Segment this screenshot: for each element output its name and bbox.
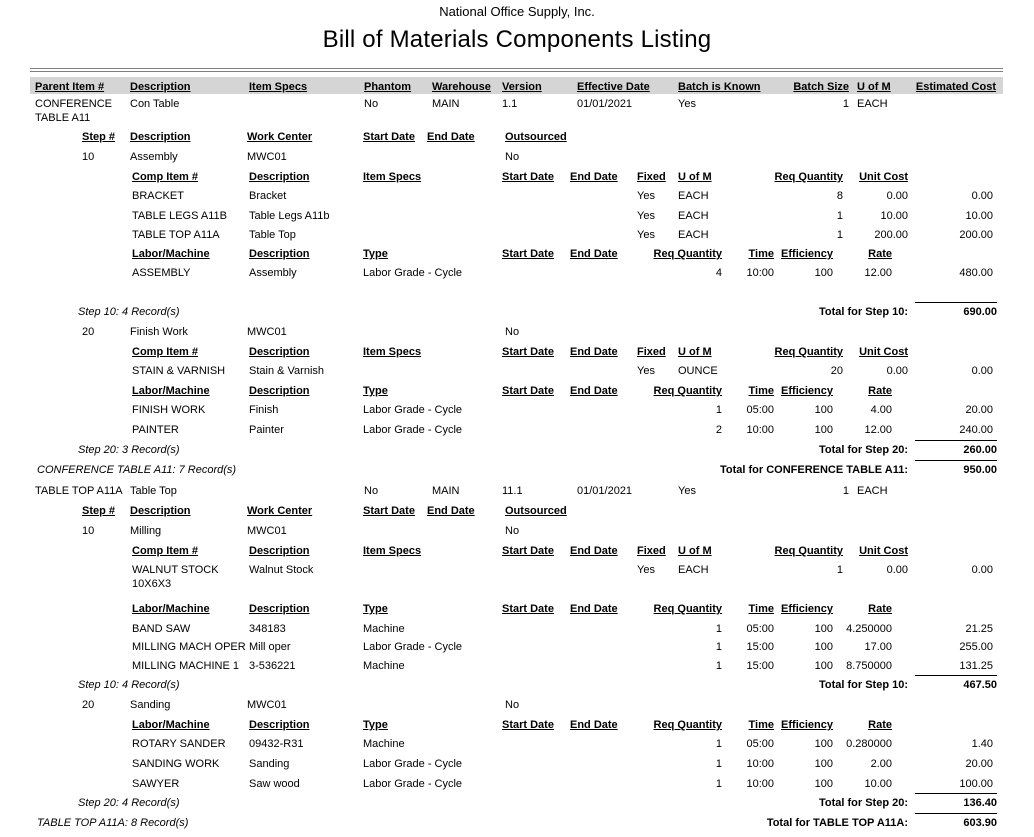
cell-type-3: Labor Grade - Cycle xyxy=(363,778,463,790)
cell-desc-1: Assembly xyxy=(130,151,178,163)
cell-step: 10 xyxy=(82,151,95,163)
cell-warehouse: MAIN xyxy=(432,98,460,110)
cell-desc-1: Description xyxy=(130,505,191,517)
cell-time-3: 15:00 xyxy=(746,641,774,653)
step-row xyxy=(0,524,1034,543)
cell-step: 20 xyxy=(82,326,95,338)
cell-parent-item: Parent Item # xyxy=(35,81,105,93)
cell-req-qty-3: 1 xyxy=(715,738,722,750)
cell-eff-3: 100 xyxy=(814,404,833,416)
cell-step: 20 xyxy=(82,699,95,711)
cell-req-qty-3: Req Quantity xyxy=(653,385,722,397)
cell-comp-item: STAIN & VARNISH xyxy=(132,365,226,377)
cell-req-qty-3: 1 xyxy=(715,623,722,635)
cell-time-3: 10:00 xyxy=(746,424,774,436)
cell-rate-3: 4.250000 xyxy=(846,623,892,635)
cell-start-date-2: Start Date xyxy=(502,545,554,557)
cell-version: Version xyxy=(502,81,542,93)
cell-time-3: 15:00 xyxy=(746,660,774,672)
cell-version: 1.1 xyxy=(502,98,518,110)
cell-unit-cost: 0.00 xyxy=(886,564,908,576)
cell-tot-value: 603.90 xyxy=(915,813,997,830)
cell-work-center: MWC01 xyxy=(247,151,287,163)
cell-desc-3: Finish xyxy=(249,404,279,416)
cell-desc-0: Description xyxy=(130,81,191,93)
cell-fixed: Yes xyxy=(637,229,655,241)
cell-labor: ASSEMBLY xyxy=(132,267,191,279)
cell-desc-1: Finish Work xyxy=(130,326,188,338)
cell-desc-1: Sanding xyxy=(130,699,171,711)
cell-start-date-1: Start Date xyxy=(363,505,415,517)
cell-end-date-2: End Date xyxy=(570,171,618,183)
cell-rate-3: 4.00 xyxy=(870,404,892,416)
cell-rate-3: 2.00 xyxy=(870,758,892,770)
cell-desc-3: 09432-R31 xyxy=(249,738,304,750)
cell-batch-known: Yes xyxy=(678,98,696,110)
cell-req-qty-3: Req Quantity xyxy=(653,719,722,731)
cell-est: 0.00 xyxy=(971,365,993,377)
cell-warehouse: MAIN xyxy=(432,485,460,497)
step-total-row xyxy=(0,443,1034,462)
cell-start-date-1: Start Date xyxy=(363,131,415,143)
cell-end-date-3: End Date xyxy=(570,248,618,260)
cell-desc-3: 348183 xyxy=(249,623,286,635)
labor-column-header-row xyxy=(0,384,1034,403)
cell-uofm-2: OUNCE xyxy=(678,365,718,377)
cell-sum-step: Step 20: 3 Record(s) xyxy=(78,444,180,456)
cell-uofm-2: U of M xyxy=(678,171,712,183)
cell-start-date-3: Start Date xyxy=(502,248,554,260)
cell-start-date-2: Start Date xyxy=(502,346,554,358)
cell-time-3: 10:00 xyxy=(746,267,774,279)
cell-uofm-0: EACH xyxy=(857,98,888,110)
cell-eff-date: 01/01/2021 xyxy=(577,485,633,497)
cell-uofm-0: U of M xyxy=(857,81,891,93)
title-divider-bottom xyxy=(30,71,1003,72)
cell-uofm-2: EACH xyxy=(678,210,709,222)
cell-fixed: Yes xyxy=(637,210,655,222)
cell-work-center: MWC01 xyxy=(247,699,287,711)
cell-desc-3: Description xyxy=(249,248,310,260)
cell-desc-1: Description xyxy=(130,131,191,143)
cell-phantom: Phantom xyxy=(364,81,412,93)
cell-time-3: 10:00 xyxy=(746,778,774,790)
labor-row xyxy=(0,777,1034,796)
cell-eff-3: Efficiency xyxy=(781,248,833,260)
cell-batch-size: Batch Size xyxy=(793,81,849,93)
cell-tot-label: Total for Step 10: xyxy=(818,306,908,318)
cell-est: 0.00 xyxy=(971,190,993,202)
cell-req-qty-2: 20 xyxy=(830,365,843,377)
cell-labor: PAINTER xyxy=(132,424,179,436)
cell-est: 480.00 xyxy=(959,267,993,279)
cell-est: 10.00 xyxy=(965,210,993,222)
cell-specs-2: Item Specs xyxy=(363,171,422,183)
step-column-header-row xyxy=(0,504,1034,523)
cell-labor: Labor/Machine xyxy=(132,248,210,260)
step-total-row xyxy=(0,678,1034,697)
component-row xyxy=(0,209,1034,228)
cell-time-3: 05:00 xyxy=(746,738,774,750)
cell-unit-cost: 0.00 xyxy=(886,365,908,377)
component-column-header-row xyxy=(0,170,1034,189)
cell-eff-date: 01/01/2021 xyxy=(577,98,633,110)
labor-row xyxy=(0,737,1034,756)
cell-req-qty-2: Req Quantity xyxy=(774,171,843,183)
cell-rate-3: 10.00 xyxy=(864,778,892,790)
cell-desc-2: Table Legs A11b xyxy=(249,210,330,222)
cell-desc-3: Saw wood xyxy=(249,778,300,790)
cell-tot-label: Total for Step 10: xyxy=(818,679,908,691)
cell-type-3: Labor Grade - Cycle xyxy=(363,424,463,436)
cell-start-date-3: Start Date xyxy=(502,603,554,615)
cell-est: 200.00 xyxy=(959,229,993,241)
cell-comp-item: Comp Item # xyxy=(132,171,199,183)
cell-batch-known: Yes xyxy=(678,485,696,497)
cell-desc-0: Table Top xyxy=(130,485,177,497)
cell-type-3: Type xyxy=(363,719,388,731)
cell-desc-3: Description xyxy=(249,719,310,731)
cell-est: 0.00 xyxy=(971,564,993,576)
step-row xyxy=(0,150,1034,169)
cell-end-date-2: End Date xyxy=(570,545,618,557)
cell-end-date-1: End Date xyxy=(427,131,475,143)
cell-labor: SANDING WORK xyxy=(132,758,220,770)
cell-est: 240.00 xyxy=(959,424,993,436)
cell-comp-item: Comp Item # xyxy=(132,545,199,557)
cell-eff-3: 100 xyxy=(814,660,833,672)
cell-uofm-0: EACH xyxy=(857,485,888,497)
cell-desc-3: Assembly xyxy=(249,267,297,279)
cell-est: 131.25 xyxy=(959,660,993,672)
cell-desc-2: Description xyxy=(249,545,310,557)
cell-specs-2: Item Specs xyxy=(363,346,422,358)
cell-tot-value: 467.50 xyxy=(915,675,997,692)
cell-est: 255.00 xyxy=(959,641,993,653)
cell-type-3: Labor Grade - Cycle xyxy=(363,641,463,653)
cell-req-qty-2: 8 xyxy=(836,190,843,202)
cell-labor: Labor/Machine xyxy=(132,719,210,731)
cell-est: 20.00 xyxy=(965,404,993,416)
cell-time-3: 10:00 xyxy=(746,758,774,770)
cell-desc-1: Milling xyxy=(130,525,162,537)
cell-uofm-2: EACH xyxy=(678,564,709,576)
cell-work-center: MWC01 xyxy=(247,525,287,537)
cell-tot-label: Total for Step 20: xyxy=(818,444,908,456)
cell-req-qty-2: 1 xyxy=(836,229,843,241)
cell-type-3: Labor Grade - Cycle xyxy=(363,758,463,770)
step-total-row xyxy=(0,305,1034,324)
cell-outsourced: Outsourced xyxy=(505,131,567,143)
component-column-header-row xyxy=(0,345,1034,364)
cell-outsourced: No xyxy=(505,326,520,338)
cell-rate-3: 8.750000 xyxy=(846,660,892,672)
cell-eff-3: 100 xyxy=(814,778,833,790)
cell-fixed: Yes xyxy=(637,564,655,576)
cell-comp-item: Comp Item # xyxy=(132,346,199,358)
cell-outsourced: No xyxy=(505,525,520,537)
cell-parent-item: TABLE TOP A11A xyxy=(35,485,123,497)
cell-time-3: Time xyxy=(748,248,774,260)
cell-unit-cost: Unit Cost xyxy=(859,346,908,358)
step-row xyxy=(0,698,1034,717)
cell-desc-3: Painter xyxy=(249,424,284,436)
labor-column-header-row xyxy=(0,602,1034,621)
cell-work-center: Work Center xyxy=(247,505,313,517)
cell-req-qty-3: 1 xyxy=(715,778,722,790)
cell-work-center: MWC01 xyxy=(247,326,287,338)
cell-type-3: Type xyxy=(363,248,388,260)
cell-rate-3: 17.00 xyxy=(864,641,892,653)
cell-type-3: Labor Grade - Cycle xyxy=(363,404,463,416)
cell-req-qty-3: Req Quantity xyxy=(653,248,722,260)
cell-est-cost-0: Estimated Cost xyxy=(915,81,996,93)
cell-desc-2: Bracket xyxy=(249,190,287,202)
cell-labor: ROTARY SANDER xyxy=(132,738,226,750)
cell-type-3: Machine xyxy=(363,623,405,635)
cell-comp-item: WALNUT STOCK 10X6X3 xyxy=(132,564,219,590)
cell-batch-size: 1 xyxy=(842,98,849,110)
parent-total-row xyxy=(0,463,1034,482)
labor-column-header-row xyxy=(0,247,1034,266)
cell-req-qty-2: Req Quantity xyxy=(774,346,843,358)
cell-labor: Labor/Machine xyxy=(132,603,210,615)
cell-tot-label: Total for Step 20: xyxy=(818,797,908,809)
labor-row xyxy=(0,640,1034,659)
cell-batch-known: Batch is Known xyxy=(678,81,761,93)
cell-tot-label: Total for TABLE TOP A11A: xyxy=(766,817,908,829)
cell-type-3: Type xyxy=(363,603,388,615)
cell-req-qty-3: 2 xyxy=(715,424,722,436)
cell-batch-size: 1 xyxy=(842,485,849,497)
cell-start-date-3: Start Date xyxy=(502,719,554,731)
cell-unit-cost: 0.00 xyxy=(886,190,908,202)
cell-end-date-3: End Date xyxy=(570,385,618,397)
cell-labor: SAWYER xyxy=(132,778,180,790)
cell-rate-3: 12.00 xyxy=(864,424,892,436)
cell-type-3: Type xyxy=(363,385,388,397)
cell-fixed: Fixed xyxy=(637,545,666,557)
cell-rate-3: Rate xyxy=(868,603,892,615)
cell-specs-0: Item Specs xyxy=(249,81,308,93)
cell-fixed: Fixed xyxy=(637,346,666,358)
cell-time-3: 05:00 xyxy=(746,404,774,416)
component-column-header-row xyxy=(0,544,1034,563)
cell-sum-step: Step 10: 4 Record(s) xyxy=(78,679,180,691)
cell-sum-step: Step 20: 4 Record(s) xyxy=(78,797,180,809)
cell-req-qty-3: Req Quantity xyxy=(653,603,722,615)
cell-start-date-3: Start Date xyxy=(502,385,554,397)
component-row xyxy=(0,228,1034,247)
cell-labor: MILLING MACHINE 1 xyxy=(132,660,239,672)
cell-eff-3: Efficiency xyxy=(781,719,833,731)
cell-desc-2: Stain & Varnish xyxy=(249,365,325,377)
cell-end-date-3: End Date xyxy=(570,719,618,731)
cell-time-3: Time xyxy=(748,603,774,615)
cell-req-qty-3: 1 xyxy=(715,758,722,770)
cell-type-3: Machine xyxy=(363,738,405,750)
step-total-row xyxy=(0,796,1034,815)
cell-tot-label: Total for CONFERENCE TABLE A11: xyxy=(719,464,908,476)
cell-unit-cost: 200.00 xyxy=(874,229,908,241)
cell-time-3: Time xyxy=(748,385,774,397)
cell-comp-item: BRACKET xyxy=(132,190,184,202)
step-column-header-row xyxy=(0,130,1034,149)
labor-row xyxy=(0,622,1034,641)
cell-tot-value: 260.00 xyxy=(915,440,997,457)
cell-rate-3: Rate xyxy=(868,385,892,397)
labor-row xyxy=(0,266,1034,285)
component-row xyxy=(0,364,1034,383)
company-name: National Office Supply, Inc. xyxy=(439,4,595,19)
cell-tot-value: 136.40 xyxy=(915,793,997,810)
cell-req-qty-3: 1 xyxy=(715,660,722,672)
cell-start-date-2: Start Date xyxy=(502,171,554,183)
labor-row xyxy=(0,659,1034,678)
cell-req-qty-3: 1 xyxy=(715,641,722,653)
cell-phantom: No xyxy=(364,98,379,110)
cell-labor: BAND SAW xyxy=(132,623,191,635)
labor-row xyxy=(0,403,1034,422)
cell-time-3: Time xyxy=(748,719,774,731)
cell-req-qty-3: 4 xyxy=(715,267,722,279)
cell-eff-3: 100 xyxy=(814,424,833,436)
cell-sum-step: Step 10: 4 Record(s) xyxy=(78,306,180,318)
cell-desc-3: Description xyxy=(249,385,310,397)
cell-labor: MILLING MACH OPER xyxy=(132,641,246,653)
title-divider-top xyxy=(30,68,1003,69)
cell-warehouse: Warehouse xyxy=(432,81,491,93)
cell-fixed: Yes xyxy=(637,190,655,202)
parent-item-row xyxy=(0,484,1034,503)
cell-req-qty-2: Req Quantity xyxy=(774,545,843,557)
cell-uofm-2: U of M xyxy=(678,346,712,358)
cell-step: 10 xyxy=(82,525,95,537)
cell-eff-3: 100 xyxy=(814,641,833,653)
cell-labor: FINISH WORK xyxy=(132,404,206,416)
parent-item-row xyxy=(0,97,1034,124)
cell-desc-3: Sanding xyxy=(249,758,290,770)
step-row xyxy=(0,325,1034,344)
labor-row xyxy=(0,423,1034,442)
cell-phantom: No xyxy=(364,485,379,497)
cell-desc-3: Description xyxy=(249,603,310,615)
cell-comp-item: TABLE TOP A11A xyxy=(132,229,220,241)
cell-sum-parent: TABLE TOP A11A: 8 Record(s) xyxy=(37,817,189,829)
cell-desc-2: Description xyxy=(249,171,310,183)
cell-est: 21.25 xyxy=(965,623,993,635)
cell-version: 11.1 xyxy=(502,485,523,497)
cell-req-qty-3: 1 xyxy=(715,404,722,416)
cell-outsourced: Outsourced xyxy=(505,505,567,517)
cell-fixed: Yes xyxy=(637,365,655,377)
cell-desc-2: Walnut Stock xyxy=(249,564,314,576)
cell-desc-2: Table Top xyxy=(249,229,296,241)
cell-eff-3: 100 xyxy=(814,267,833,279)
cell-outsourced: No xyxy=(505,151,520,163)
cell-desc-3: 3-536221 xyxy=(249,660,296,672)
labor-column-header-row xyxy=(0,718,1034,737)
component-row xyxy=(0,563,1034,590)
cell-eff-3: 100 xyxy=(814,738,833,750)
cell-unit-cost: Unit Cost xyxy=(859,545,908,557)
cell-req-qty-2: 1 xyxy=(836,564,843,576)
cell-type-3: Machine xyxy=(363,660,405,672)
cell-end-date-2: End Date xyxy=(570,346,618,358)
cell-eff-3: Efficiency xyxy=(781,603,833,615)
cell-end-date-1: End Date xyxy=(427,505,475,517)
cell-tot-value: 690.00 xyxy=(915,302,997,319)
cell-end-date-3: End Date xyxy=(570,603,618,615)
cell-work-center: Work Center xyxy=(247,131,313,143)
cell-eff-date: Effective Date xyxy=(577,81,650,93)
cell-eff-3: Efficiency xyxy=(781,385,833,397)
cell-rate-3: Rate xyxy=(868,719,892,731)
cell-desc-2: Description xyxy=(249,346,310,358)
report-title: Bill of Materials Components Listing xyxy=(322,26,712,53)
cell-step: Step # xyxy=(82,131,116,143)
cell-unit-cost: Unit Cost xyxy=(859,171,908,183)
cell-req-qty-2: 1 xyxy=(836,210,843,222)
cell-parent-item: CONFERENCE TABLE A11 xyxy=(35,98,113,124)
labor-row xyxy=(0,757,1034,776)
cell-rate-3: 12.00 xyxy=(864,267,892,279)
cell-comp-item: TABLE LEGS A11B xyxy=(132,210,227,222)
cell-est: 100.00 xyxy=(959,778,993,790)
cell-unit-cost: 10.00 xyxy=(880,210,908,222)
cell-uofm-2: EACH xyxy=(678,229,709,241)
cell-sum-parent: CONFERENCE TABLE A11: 7 Record(s) xyxy=(37,464,237,476)
cell-labor: Labor/Machine xyxy=(132,385,210,397)
cell-time-3: 05:00 xyxy=(746,623,774,635)
parent-total-row xyxy=(0,816,1034,835)
cell-tot-value: 950.00 xyxy=(915,460,997,477)
cell-fixed: Fixed xyxy=(637,171,666,183)
cell-uofm-2: EACH xyxy=(678,190,709,202)
cell-rate-3: 0.280000 xyxy=(846,738,892,750)
cell-step: Step # xyxy=(82,505,116,517)
cell-type-3: Labor Grade - Cycle xyxy=(363,267,463,279)
cell-outsourced: No xyxy=(505,699,520,711)
cell-uofm-2: U of M xyxy=(678,545,712,557)
component-row xyxy=(0,189,1034,208)
cell-desc-3: Mill oper xyxy=(249,641,291,653)
cell-specs-2: Item Specs xyxy=(363,545,422,557)
cell-est: 20.00 xyxy=(965,758,993,770)
cell-rate-3: Rate xyxy=(868,248,892,260)
cell-est: 1.40 xyxy=(971,738,993,750)
cell-eff-3: 100 xyxy=(814,758,833,770)
cell-eff-3: 100 xyxy=(814,623,833,635)
cell-desc-0: Con Table xyxy=(130,98,180,110)
